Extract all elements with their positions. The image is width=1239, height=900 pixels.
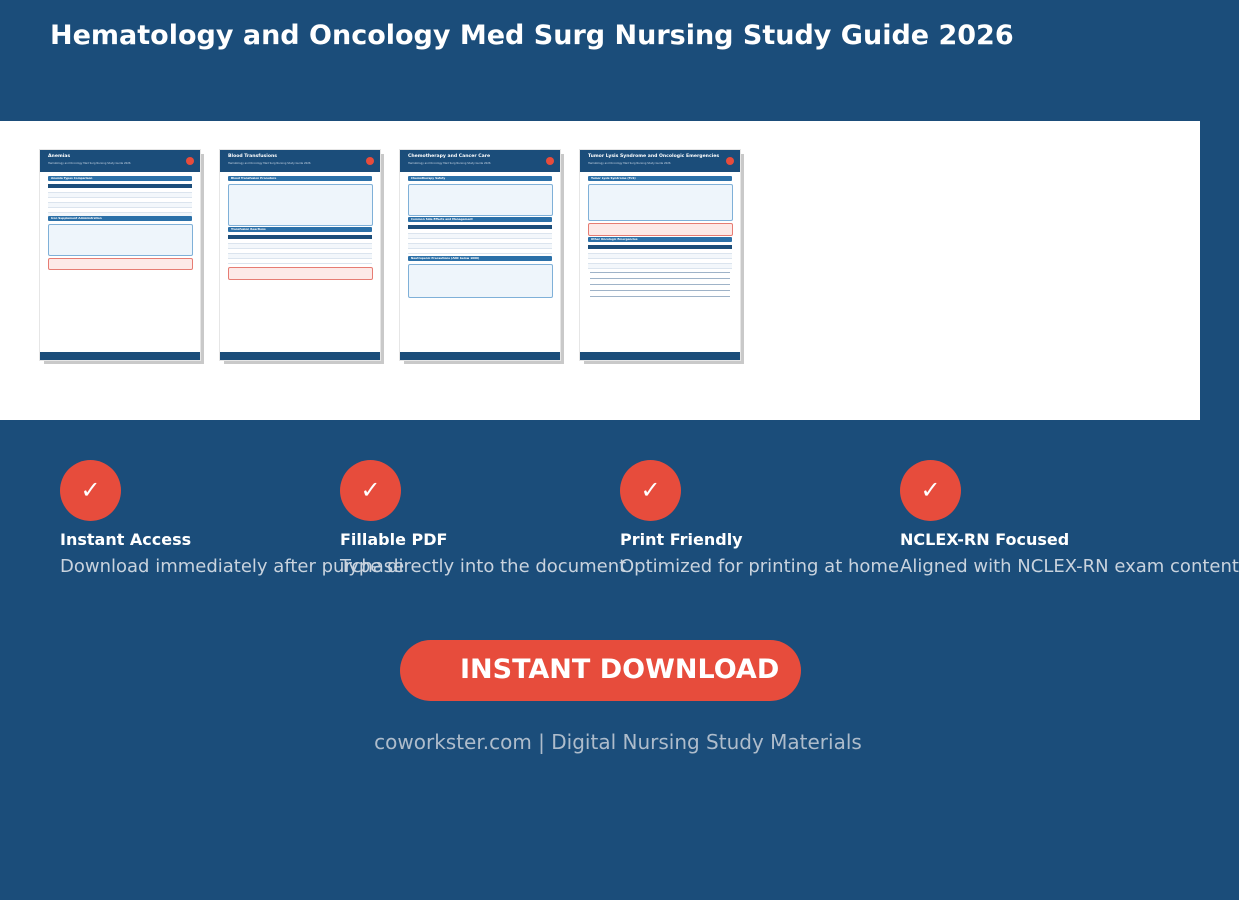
preview-page-header xyxy=(400,150,560,172)
preview-page-subtitle: Hematology and Oncology Med Surg Nursing Study Guide 2026 xyxy=(588,162,671,165)
preview-divider xyxy=(590,284,730,285)
preview-table xyxy=(588,245,732,269)
preview-info-box xyxy=(588,184,733,221)
preview-section-heading: Other Oncologic Emergencies xyxy=(588,237,732,242)
preview-section-heading: Chemotherapy Safety xyxy=(408,176,552,181)
preview-info-box xyxy=(228,184,373,226)
preview-info-box xyxy=(408,184,553,216)
preview-page-tumor-lysis[interactable] xyxy=(580,150,740,360)
feature-title: Fillable PDF xyxy=(340,530,448,549)
instant-download-button[interactable] xyxy=(400,640,801,701)
preview-page-subtitle: Hematology and Oncology Med Surg Nursing Study Guide 2026 xyxy=(408,162,491,165)
preview-page-subtitle: Hematology and Oncology Med Surg Nursing Study Guide 2026 xyxy=(48,162,131,165)
preview-page-chemotherapy[interactable] xyxy=(400,150,560,360)
check-icon: ✓ xyxy=(900,460,961,521)
preview-divider xyxy=(590,296,730,297)
preview-info-box xyxy=(408,264,553,298)
feature-description: Optimized for printing at home xyxy=(620,556,900,577)
preview-page-title: Blood Transfusions xyxy=(228,154,278,159)
preview-divider xyxy=(590,290,730,291)
preview-page-footer xyxy=(580,352,740,360)
feature-description: Type directly into the document xyxy=(340,556,627,577)
preview-page-subtitle: Hematology and Oncology Med Surg Nursing Study Guide 2026 xyxy=(228,162,311,165)
preview-divider xyxy=(590,278,730,279)
preview-table xyxy=(228,235,372,264)
check-icon: ✓ xyxy=(340,460,401,521)
page-title: Hematology and Oncology Med Surg Nursing Study Guide 2026 xyxy=(50,20,1014,51)
preview-divider xyxy=(590,272,730,273)
logo-badge-icon xyxy=(186,157,194,165)
preview-page-blood-transfusions[interactable] xyxy=(220,150,380,360)
preview-page-title: Tumor Lysis Syndrome and Oncologic Emergencies xyxy=(588,154,720,159)
preview-page-header xyxy=(220,150,380,172)
check-icon: ✓ xyxy=(60,460,121,521)
preview-alert-box xyxy=(48,258,193,270)
preview-page-footer xyxy=(400,352,560,360)
preview-table xyxy=(408,225,552,254)
preview-section-heading: Iron Supplement Administration xyxy=(48,216,192,221)
preview-section-heading: Transfusion Reactions xyxy=(228,227,372,232)
preview-section-heading: Tumor Lysis Syndrome (TLS) xyxy=(588,176,732,181)
footer-text: coworkster.com | Digital Nursing Study Materials xyxy=(374,730,862,754)
preview-section-heading: Common Side Effects and Management xyxy=(408,217,552,222)
preview-info-box xyxy=(48,224,193,256)
logo-badge-icon xyxy=(546,157,554,165)
feature-title: NCLEX-RN Focused xyxy=(900,530,1070,549)
preview-section-heading: Neutropenic Precautions (ANC below 1000) xyxy=(408,256,552,261)
preview-alert-box xyxy=(228,267,373,280)
instant-download-label: INSTANT DOWNLOAD xyxy=(460,654,780,685)
document-preview-strip xyxy=(0,121,1200,420)
feature-description: Aligned with NCLEX-RN exam content xyxy=(900,556,1239,577)
preview-page-header xyxy=(580,150,740,172)
preview-section-heading: Anemia Types Comparison xyxy=(48,176,192,181)
preview-section-heading: Blood Transfusion Procedure xyxy=(228,176,372,181)
preview-table xyxy=(48,184,192,218)
feature-description: Download immediately after purchase xyxy=(60,556,405,577)
preview-page-header xyxy=(40,150,200,172)
preview-page-footer xyxy=(220,352,380,360)
check-icon: ✓ xyxy=(620,460,681,521)
preview-page-footer xyxy=(40,352,200,360)
preview-page-title: Chemotherapy and Cancer Care xyxy=(408,154,491,159)
preview-page-anemias[interactable] xyxy=(40,150,200,360)
page-header xyxy=(0,0,1200,121)
logo-badge-icon xyxy=(366,157,374,165)
preview-alert-box xyxy=(588,223,733,236)
feature-title: Instant Access xyxy=(60,530,192,549)
preview-page-title: Anemias xyxy=(48,154,71,159)
logo-badge-icon xyxy=(726,157,734,165)
feature-title: Print Friendly xyxy=(620,530,743,549)
